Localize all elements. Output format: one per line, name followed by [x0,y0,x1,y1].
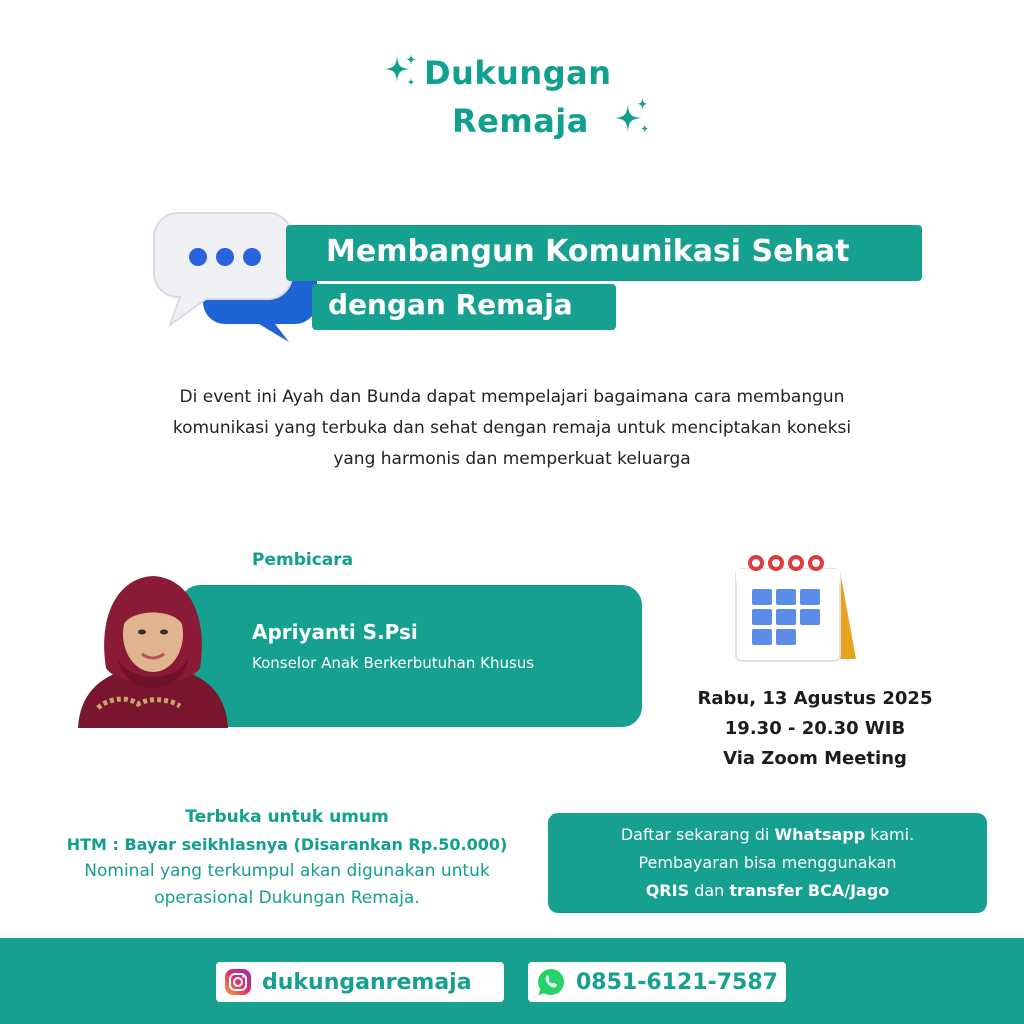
pricing-note-line1: Nominal yang terkumpul akan digunakan untuk [84,861,490,881]
speaker-label: Pembicara [252,550,354,570]
sparkle-icon [610,96,652,138]
footer-bar [0,938,1024,1024]
register-line1 [548,821,987,849]
event-info [660,684,970,774]
register-whatsapp: Whatsapp [774,825,866,844]
event-venue: Via Zoom Meeting [723,748,907,769]
logo-text-line1: Dukungan [424,54,612,92]
whatsapp-link[interactable] [528,962,786,1002]
whatsapp-number: 0851-6121-7587 [576,969,778,995]
speaker-name: Apriyanti S.Psi [252,620,418,644]
whatsapp-icon [536,967,566,997]
register-qris: QRIS [645,881,690,900]
instagram-link[interactable] [216,962,504,1002]
event-description [110,382,914,475]
pricing-label: Terbuka untuk umum [185,807,389,827]
pricing-info [30,804,544,912]
register-text: kami. [865,825,915,844]
event-title-line1: Membangun Komunikasi Sehat [286,225,922,281]
register-transfer: transfer BCA/Jago [729,881,890,900]
instagram-icon [224,968,252,996]
event-time: 19.30 - 20.30 WIB [724,718,906,739]
register-text: dan [689,881,730,900]
description-line: komunikasi yang terbuka dan sehat dengan remaja untuk menciptakan koneksi [172,418,852,438]
register-line3 [548,877,987,905]
description-line: yang harmonis dan memperkuat keluarga [333,449,691,469]
sparkle-icon [380,52,420,92]
pricing-note-line2: operasional Dukungan Remaja. [154,888,420,908]
register-text: Daftar sekarang di [620,825,775,844]
instagram-handle: dukunganremaja [262,969,472,995]
speaker-role: Konselor Anak Berkerbutuhan Khusus [252,654,535,672]
register-box [548,813,987,913]
speaker-photo [68,548,238,728]
pricing-htm: HTM : Bayar seikhlasnya (Disarankan Rp.50.000) [66,835,508,854]
logo [0,44,1024,154]
logo-text-line2: Remaja [452,102,589,140]
event-title-line2: dengan Remaja [312,284,616,330]
calendar-icon [722,545,862,667]
register-line2: Pembayaran bisa menggunakan [638,853,897,872]
event-date: Rabu, 13 Agustus 2025 [697,688,933,709]
description-line: Di event ini Ayah dan Bunda dapat mempelajari bagaimana cara membangun [179,387,845,407]
